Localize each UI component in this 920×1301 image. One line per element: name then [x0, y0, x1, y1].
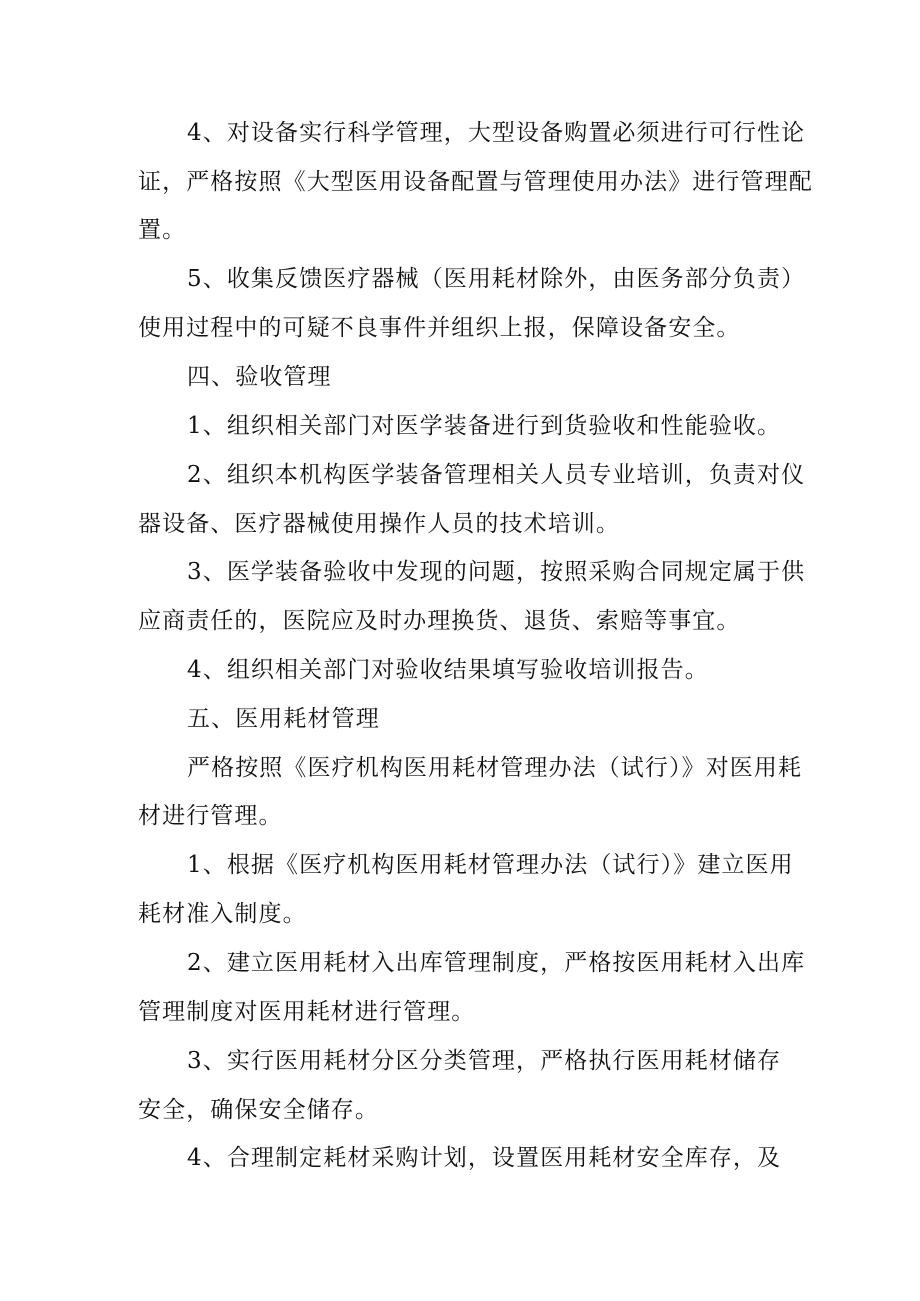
paragraph-line: 3、实行医用耗材分区分类管理，严格执行医用耗材储存: [187, 1048, 782, 1074]
paragraph-line: 安全，确保安全储存。: [138, 1097, 379, 1123]
paragraph-line: 2、建立医用耗材入出库管理制度，严格按医用耗材入出库: [187, 950, 806, 976]
paragraph-line: 5、收集反馈医疗器械（医用耗材除外，由医务部分负责）: [187, 266, 806, 292]
paragraph-line: 置。: [138, 217, 187, 243]
paragraph-line: 材进行管理。: [138, 803, 283, 829]
paragraph-line: 2、组织本机构医学装备管理相关人员专业培训，负责对仪: [187, 462, 806, 488]
paragraph-line: 3、医学装备验收中发现的问题，按照采购合同规定属于供: [187, 559, 806, 585]
paragraph-line: 耗材准入制度。: [138, 901, 307, 927]
paragraph-line: 严格按照《医疗机构医用耗材管理办法（试行）》对医用耗: [187, 755, 803, 781]
paragraph-line: 4、合理制定耗材采购计划，设置医用耗材安全库存，及: [187, 1145, 782, 1171]
paragraph-line: 管理制度对医用耗材进行管理。: [138, 999, 476, 1025]
paragraph-line: 应商责任的，医院应及时办理换货、退货、索赔等事宜。: [138, 608, 741, 634]
section-heading: 五、医用耗材管理: [187, 706, 380, 732]
section-heading: 四、验收管理: [187, 364, 332, 390]
paragraph-line: 使用过程中的可疑不良事件并组织上报，保障设备安全。: [138, 315, 741, 341]
paragraph-line: 器设备、医疗器械使用操作人员的技术培训。: [138, 511, 620, 537]
paragraph-line: 4、对设备实行科学管理，大型设备购置必须进行可行性论: [187, 120, 806, 146]
paragraph-line: 1、根据《医疗机构医用耗材管理办法（试行）》建立医用: [187, 852, 794, 878]
paragraph-line: 1、组织相关部门对医学装备进行到货验收和性能验收。: [187, 413, 782, 439]
paragraph-line: 证，严格按照《大型医用设备配置与管理使用办法》进行管理配: [138, 169, 813, 195]
paragraph-line: 4、组织相关部门对验收结果填写验收培训报告。: [187, 657, 709, 683]
